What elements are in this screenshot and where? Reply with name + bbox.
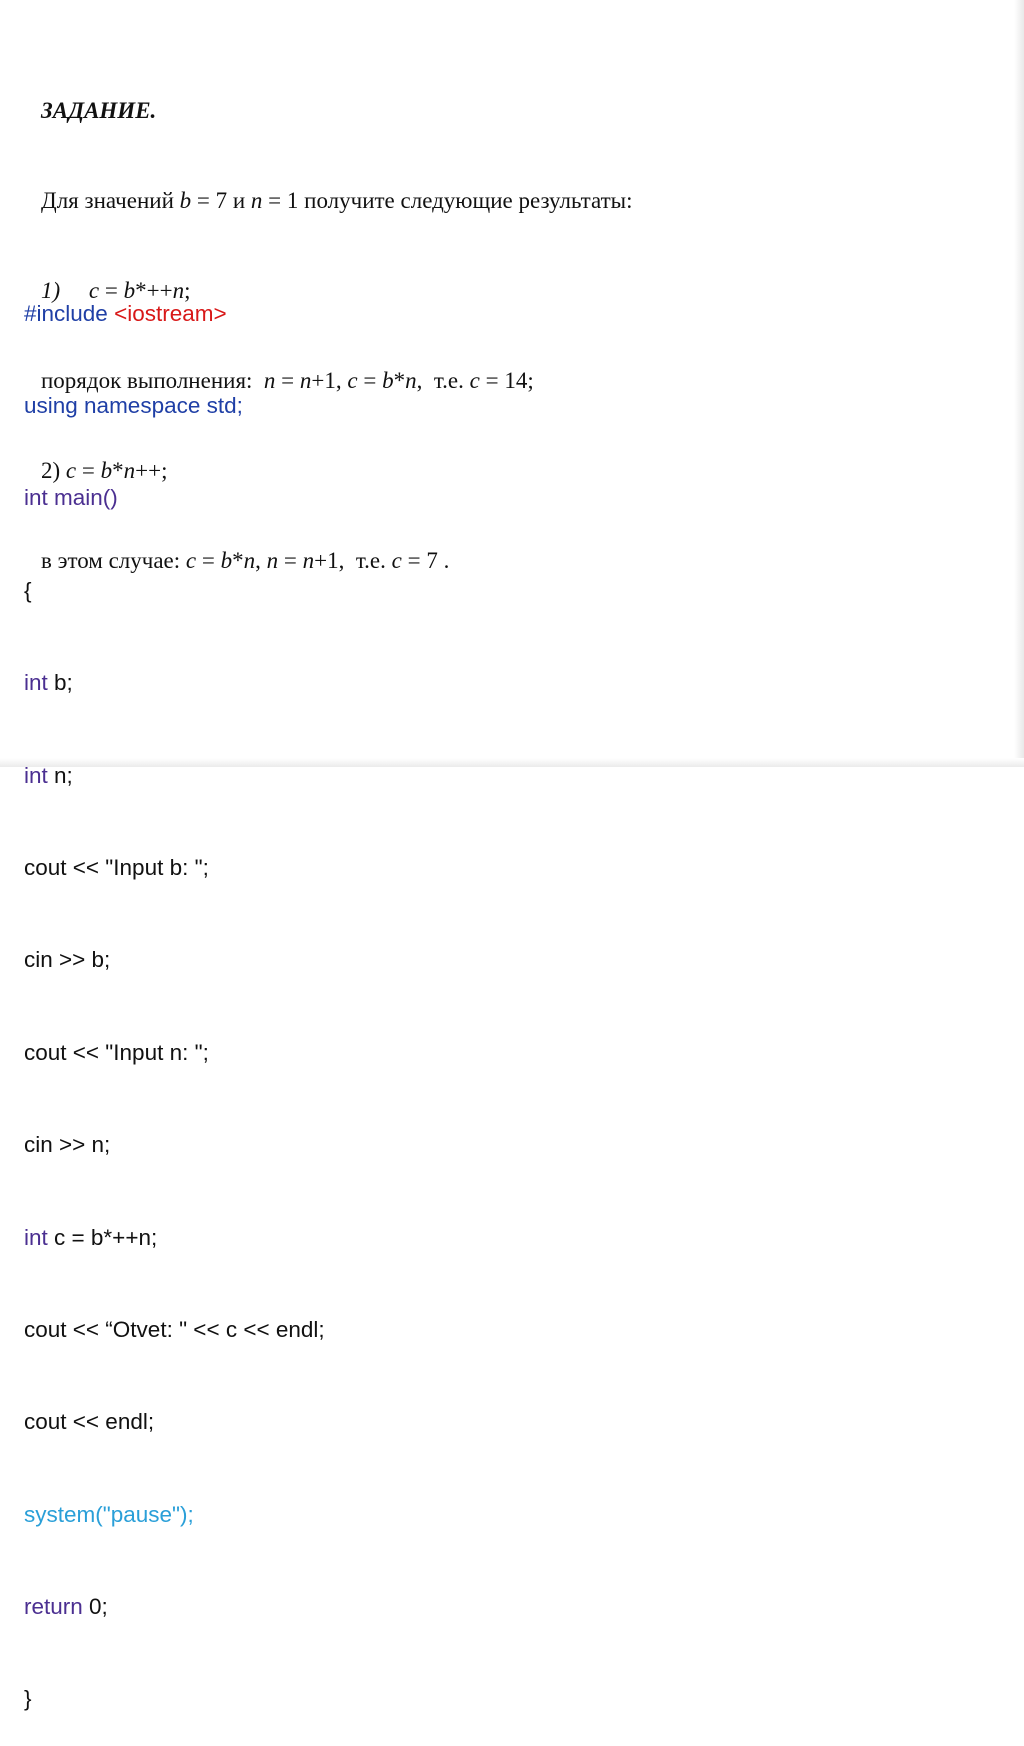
task-intro: Для значений b = 7 и n = 1 получите следующие результаты: xyxy=(41,188,633,213)
code-line-include xyxy=(24,299,325,330)
code-line-print-result: cout << “Otvet: " << c << endl; xyxy=(24,1316,325,1342)
task-case1-order: порядок выполнения: n = n+1, c = b*n, т.е. c = 14; xyxy=(41,368,534,393)
task-case2-order: в этом случае: c = b*n, n = n+1, т.е. c = 7 . xyxy=(41,548,450,573)
code-line-close-brace: } xyxy=(24,1686,32,1712)
slide-edge-shadow-right xyxy=(1014,0,1024,767)
task-title: ЗАДАНИЕ. xyxy=(41,98,157,123)
preprocessor-directive: #include xyxy=(24,300,115,326)
code-line-calc: int c = b*++n; xyxy=(24,1224,158,1250)
code-line-prompt-b: cout << "Input b: "; xyxy=(24,854,209,880)
task-case1-expression: 1) c = b*++n; xyxy=(41,278,191,303)
code-line-return: return 0; xyxy=(24,1594,108,1620)
code-line-print-endl: cout << endl; xyxy=(24,1409,155,1435)
task-case2-expression: 2) c = b*n++; xyxy=(41,458,168,483)
code-line-read-b: cin >> b; xyxy=(24,947,111,973)
return-keyword: return xyxy=(24,1594,83,1620)
type-keyword: int xyxy=(24,762,48,788)
include-path: <iostream> xyxy=(114,300,227,326)
code-line-open-brace: { xyxy=(24,577,32,603)
code-line-prompt-n: cout << "Input n: "; xyxy=(24,1039,209,1065)
code-line-system-pause: system("pause"); xyxy=(24,1501,194,1527)
type-keyword: int xyxy=(24,1224,48,1250)
type-keyword: int xyxy=(24,670,48,696)
code-line-decl-b: int b; xyxy=(24,670,73,696)
code-line-read-n: cin >> n; xyxy=(24,1132,111,1158)
code-line-decl-n: int n; xyxy=(24,762,73,788)
code-line-main-signature: int main() xyxy=(24,485,118,511)
code-listing xyxy=(24,237,325,1746)
code-line-using: using namespace std; xyxy=(24,392,243,418)
